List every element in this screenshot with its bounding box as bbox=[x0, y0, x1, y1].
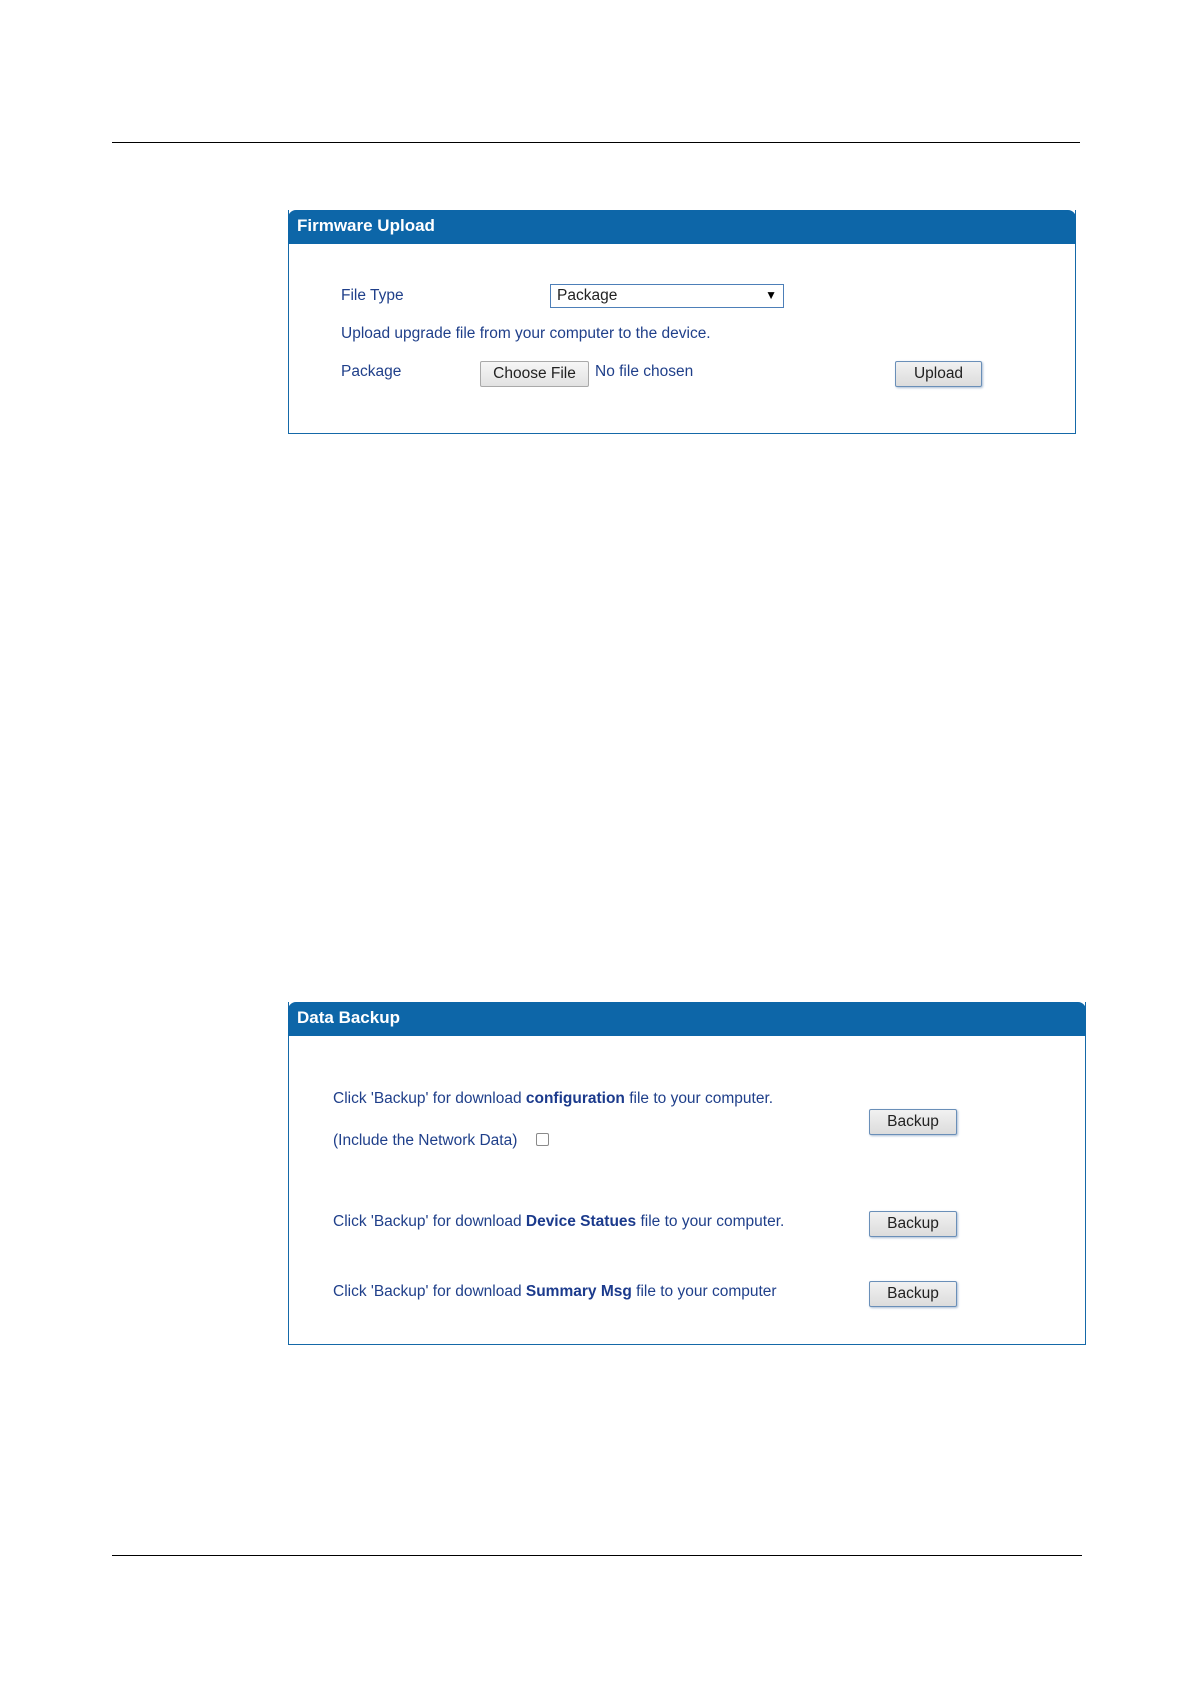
backup-configuration-text bbox=[333, 1090, 773, 1108]
backup-device-statues-suffix: file to your computer. bbox=[636, 1213, 785, 1230]
backup-summary-msg-prefix: Click 'Backup' for download bbox=[333, 1283, 526, 1300]
data-backup-panel bbox=[288, 1002, 1086, 1345]
choose-file-button[interactable]: Choose File bbox=[480, 361, 589, 387]
chevron-down-icon: ▼ bbox=[765, 288, 777, 302]
backup-configuration-suffix: file to your computer. bbox=[624, 1090, 774, 1107]
backup-summary-msg-button[interactable]: Backup bbox=[869, 1281, 957, 1307]
header-rule bbox=[112, 142, 1080, 143]
backup-configuration-keyword: configuration bbox=[525, 1090, 625, 1107]
data-backup-title: Data Backup bbox=[288, 1002, 1086, 1036]
include-network-checkbox[interactable] bbox=[536, 1133, 549, 1146]
footer-rule bbox=[112, 1555, 1082, 1556]
no-file-chosen-text: No file chosen bbox=[595, 363, 694, 380]
file-type-select[interactable] bbox=[550, 284, 784, 308]
backup-summary-msg-keyword: Summary Msg bbox=[525, 1283, 632, 1300]
firmware-upload-panel bbox=[288, 210, 1076, 434]
backup-device-statues-prefix: Click 'Backup' for download bbox=[333, 1213, 526, 1230]
file-type-select-value: Package bbox=[557, 287, 618, 304]
backup-summary-msg-text bbox=[333, 1283, 777, 1301]
backup-configuration-prefix: Click 'Backup' for download bbox=[333, 1090, 526, 1107]
backup-device-statues-text bbox=[333, 1213, 784, 1231]
file-type-label: File Type bbox=[341, 287, 404, 304]
include-network-label: (Include the Network Data) bbox=[333, 1132, 518, 1149]
backup-configuration-button[interactable]: Backup bbox=[869, 1109, 957, 1135]
backup-summary-msg-suffix: file to your computer bbox=[631, 1283, 777, 1300]
upload-description: Upload upgrade file from your computer to the device. bbox=[341, 325, 711, 342]
backup-device-statues-keyword: Device Statues bbox=[525, 1213, 637, 1230]
package-label: Package bbox=[341, 363, 402, 380]
backup-device-statues-button[interactable]: Backup bbox=[869, 1211, 957, 1237]
firmware-upload-title: Firmware Upload bbox=[288, 210, 1076, 244]
upload-button[interactable]: Upload bbox=[895, 361, 982, 387]
